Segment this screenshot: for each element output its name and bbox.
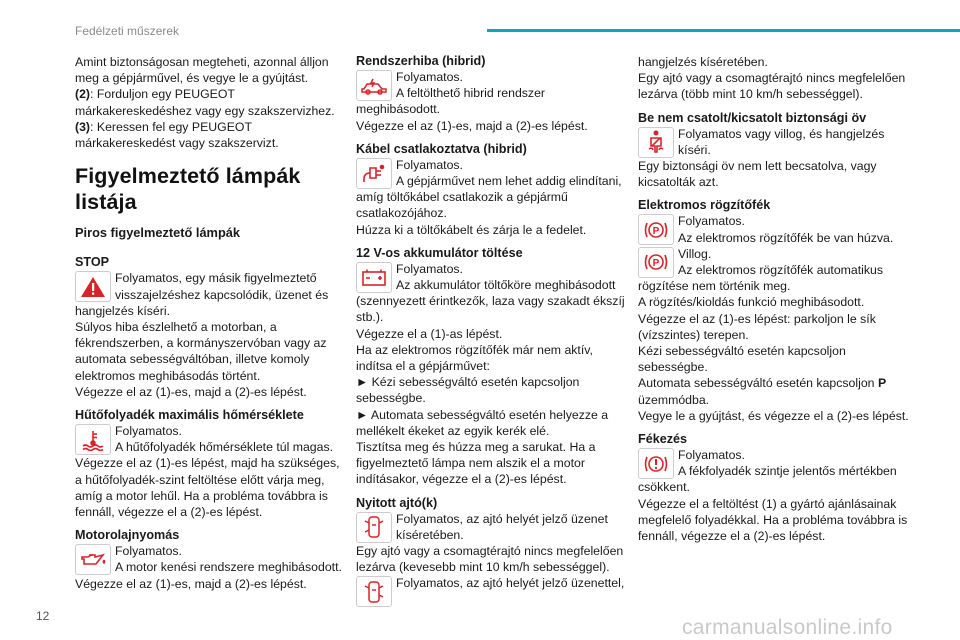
warning-heading-oil: Motorolajnyomás (75, 528, 180, 543)
warning-line: Folyamatos. (396, 70, 463, 84)
warning-description: hangjelzés kíséri. Súlyos hiba észlelhető a motorban, a fékrendszerben, a kormányszervóban vagy az automata sebességváltóban, illetve komoly elektromos meghibásodás történt. Végezze el az (1)-es, majd a (2)-es lépést. (75, 303, 327, 399)
page-number: 12 (36, 609, 50, 623)
seatbelt-icon (638, 127, 674, 158)
intro-text: Amint biztonságosan megteheti, azonnal álljon meg a gépjárművel, és vegye le a gyújtást. (75, 55, 329, 86)
warning-heading-seatbelt: Be nem csatolt/kicsatolt biztonsági öv (638, 110, 867, 125)
warning-heading-brakes: Fékezés (638, 432, 688, 447)
epb-text-a: rögzítése nem történik meg. A rögzítés/kioldás funkció meghibásodott. Végezze el az (1)-es lépést: parkoljon le sík (vízszintes) terepen. Kézi sebességváltó esetén kapcsoljon sebességbe. Automata sebességváltó esetén kapcsoljon (638, 279, 876, 391)
warning-line: kíséri. (678, 142, 711, 157)
warning-row (75, 423, 347, 455)
step-text: : Keressen fel egy PEUGEOT márkakereskedést vagy szakszervizt. (75, 119, 279, 151)
warning-line: Folyamatos. (115, 544, 182, 559)
hybrid-system-fault-icon (356, 70, 392, 101)
warning-description (638, 278, 910, 424)
warning-description: amíg töltőkábel csatlakozik a gépjármű csatlakozójához. Húzza ki a töltőkábelt és zárja le a fedelet. (356, 190, 587, 237)
warning-line: Folyamatos, az ajtó helyét jelző üzenettel, (396, 576, 625, 591)
warning-row (638, 213, 910, 245)
parking-brake-icon (638, 247, 674, 278)
warning-line: Folyamatos. (115, 424, 182, 439)
warning-line: Folyamatos. (678, 214, 745, 229)
warning-line: Folyamatos, az ajtó helyét jelző üzenet (396, 511, 608, 526)
warning-row (356, 511, 628, 543)
brake-icon (638, 448, 674, 479)
sub-title: Piros figyelmeztető lámpák (75, 225, 240, 241)
warning-line: Folyamatos vagy villog, és hangjelzés (678, 126, 885, 141)
svg-text:P: P (652, 225, 660, 237)
warning-line: Az akkumulátor töltőköre meghibásodott (396, 278, 616, 293)
column-right (638, 54, 910, 544)
coolant-temperature-icon (75, 424, 111, 455)
warning-line: visszajelzéshez kapcsolódik, üzenet és (115, 287, 329, 302)
warning-row (356, 69, 628, 101)
warning-description: Végezze el az (1)-es lépést, majd ha szükséges, a hűtőfolyadék-szint feltöltése előtt várja meg, amíg a motor lehűl. Ha a probléma továbbra is fennáll, végezze el a (2)-es lépést. (75, 456, 340, 520)
warning-heading-battery: 12 V-os akkumulátor töltése (356, 245, 523, 260)
warning-row (356, 575, 628, 607)
warning-line: A feltölthető hibrid rendszer (396, 86, 546, 101)
warning-line: Folyamatos. (396, 261, 463, 276)
epb-text-b: üzemmódba. Vegye le a gyújtást, és végezze el a (2)-es lépést. (638, 392, 909, 423)
page-header (0, 0, 960, 40)
watermark: carmanualsonline.info (682, 616, 893, 639)
warning-heading-epb: Elektromos rögzítőfék (638, 198, 771, 213)
warning-description: csökkent. Végezze el a feltöltést (1) a gyártó ajánlásainak megfelelő folyadékkal. Ha a probléma továbbra is fennáll, végezze el a (2)-es lépést. (638, 480, 908, 544)
door-open-icon (356, 512, 392, 543)
warning-row (356, 261, 628, 293)
intro-step-3 (75, 119, 347, 151)
gear-p-label: P (877, 376, 887, 391)
warning-line: Villog. (678, 246, 712, 261)
warning-description: (szennyezett érintkezők, laza vagy szakadt ékszíj stb.). Végezze el a (1)-as lépést. Ha az elektromos rögzítőfék már nem aktív, indítsa el a gépjárművet: ► Kézi sebességváltó esetén kapcsoljon sebességbe. ► Automata sebességváltó esetén helyezze a mellékelt ékeket az egyik kerék elé. Tisztítsa meg és húzza meg a sarukat. Ha a figyelmeztető lámpa nem alszik el a motor indításakor, végezze el a (2)-es lépést. (356, 294, 625, 487)
warning-row (638, 246, 910, 278)
intro-step-2 (75, 86, 347, 118)
warning-description: Egy ajtó vagy a csomagtérajtó nincs megfelelően lezárva (kevesebb mint 10 km/h sebességgel). (356, 544, 624, 575)
charging-cable-icon (356, 158, 392, 189)
step-ref: (2) (75, 87, 91, 102)
svg-text:P: P (652, 258, 660, 270)
warning-heading-door: Nyitott ajtó(k) (356, 495, 438, 510)
step-text: : Forduljon egy PEUGEOT márkakereskedéshez vagy egy szakszervizhez. (75, 87, 335, 118)
warning-line: kíséretében. (396, 527, 464, 542)
section-title: Figyelmeztető lámpák listája (75, 164, 301, 215)
warning-description: meghibásodott. Végezze el az (1)-es, majd a (2)-es lépést. (356, 102, 588, 133)
warning-line: Folyamatos. (396, 157, 463, 172)
warning-row (356, 157, 628, 189)
warning-line: Folyamatos, egy másik figyelmeztető (115, 271, 317, 286)
oil-pressure-icon (75, 544, 111, 575)
warning-line: A hűtőfolyadék hőmérséklete túl magas. (115, 440, 334, 455)
warning-heading-coolant: Hűtőfolyadék maximális hőmérséklete (75, 408, 304, 423)
warning-row (75, 270, 347, 302)
warning-heading-stop: STOP (75, 255, 110, 270)
warning-row (638, 126, 910, 158)
door-open-icon (356, 576, 392, 607)
parking-brake-icon (638, 214, 674, 245)
column-left (75, 54, 347, 592)
door-continued-text: hangjelzés kíséretében. Egy ajtó vagy a csomagtérajtó nincs megfelelően lezárva (több mint 10 km/h sebességgel). (638, 55, 906, 102)
step-ref: (3) (75, 119, 91, 134)
warning-row (638, 447, 910, 479)
warning-line: Az elektromos rögzítőfék automatikus (678, 263, 884, 278)
warning-line: A motor kenési rendszere meghibásodott. (115, 560, 342, 575)
header-title: Fedélzeti műszerek (75, 24, 180, 38)
header-accent-bar (487, 29, 960, 32)
warning-description: Egy biztonsági öv nem lett becsatolva, vagy kicsatolták azt. (638, 159, 877, 190)
warning-line: A gépjárművet nem lehet addig elindítani, (396, 174, 622, 189)
warning-line: Az elektromos rögzítőfék be van húzva. (678, 230, 894, 245)
warning-description: Végezze el az (1)-es, majd a (2)-es lépést. (75, 576, 307, 591)
column-middle (356, 54, 628, 607)
warning-line: Folyamatos. (678, 448, 745, 463)
warning-line: A fékfolyadék szintje jelentős mértékben (678, 464, 897, 479)
battery-icon (356, 262, 392, 293)
warning-heading-hybrid: Rendszerhiba (hibrid) (356, 54, 486, 68)
warning-heading-cable: Kábel csatlakoztatva (hibrid) (356, 141, 527, 156)
warning-triangle-icon (75, 271, 111, 302)
warning-row (75, 543, 347, 575)
